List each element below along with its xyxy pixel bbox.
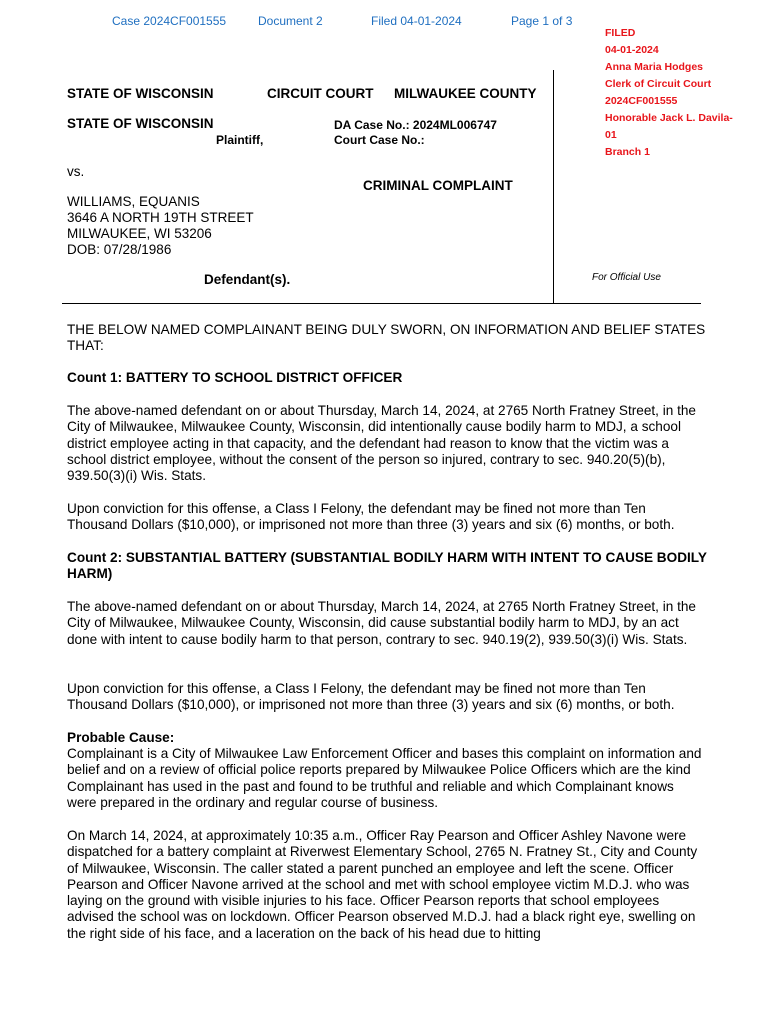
defendant-name: WILLIAMS, EQUANIS: [67, 194, 200, 209]
stamp-line: 2024CF001555: [605, 95, 678, 107]
document-title: CRIMINAL COMPLAINT: [363, 178, 513, 193]
probable-cause-title: Probable Cause:: [67, 730, 175, 745]
plaintiff-name: STATE OF WISCONSIN: [67, 116, 214, 131]
caption-vertical-rule: [553, 70, 554, 303]
official-use-label: For Official Use: [592, 272, 661, 283]
defendant-address-line2: MILWAUKEE, WI 53206: [67, 226, 212, 241]
caption-county: MILWAUKEE COUNTY: [394, 86, 537, 101]
probable-cause-text: Complainant is a City of Milwaukee Law Enforcement Officer and bases this complaint on information and belief and on a review of official police reports prepared by Milwaukee Police Officers which are the kind Complainant has used in the past and found to be truthful and reliable and which Complainant knows were prepared in the ordinary and regular course of business.: [67, 746, 702, 810]
defendant-label: Defendant(s).: [204, 272, 291, 287]
count2-penalty: Upon conviction for this offense, a Class I Felony, the defendant may be fined not more than Ten Thousand Dollars ($10,000), or imprisoned not more than three (3) years and six (6) months, or both.: [67, 681, 675, 713]
count1-penalty: Upon conviction for this offense, a Class I Felony, the defendant may be fined not more than Ten Thousand Dollars ($10,000), or imprisoned not more than three (3) years and six (6) months, or both.: [67, 501, 675, 533]
caption-state: STATE OF WISCONSIN: [67, 86, 214, 101]
count2-text: The above-named defendant on or about Thursday, March 14, 2024, at 2765 North Fratney Street, in the City of Milwaukee, Milwaukee County, Wisconsin, did cause substantial bodily harm to MDJ, by an act done with intent to cause bodily harm to that person, contrary to sec. 940.19(2), 939.50(3)(i) Wis. Stats.: [67, 599, 696, 647]
caption-court: CIRCUIT COURT: [267, 86, 374, 101]
stamp-line: Branch 1: [605, 146, 650, 158]
stamp-line: FILED: [605, 27, 636, 39]
filed-stamp: [605, 25, 733, 161]
count1-title: Count 1: BATTERY TO SCHOOL DISTRICT OFFICER: [67, 370, 403, 385]
document-number-header: Document 2: [258, 14, 323, 28]
caption-horizontal-rule: [62, 303, 701, 304]
count2-title: Count 2: SUBSTANTIAL BATTERY (SUBSTANTIAL BODILY HARM WITH INTENT TO CAUSE BODILY HARM): [67, 550, 707, 582]
court-case-number: Court Case No.:: [334, 133, 425, 147]
narrative-paragraph: On March 14, 2024, at approximately 10:35 a.m., Officer Ray Pearson and Officer Ashley Navone were dispatched for a battery complaint at Riverwest Elementary School, 2765 N. Fratney St., City and County of Milwaukee, Wisconsin. The caller stated a parent punched an employee and left the scene. Officer Pearson and Officer Navone arrived at the school and met with school employee victim M.D.J. who was laying on the ground with visible injuries to his face. Officer Pearson reports that school employees advised the school was on lockdown. Officer Pearson observed M.D.J. had a black right eye, swelling on the right side of his face, and a laceration on the back of his head due to hitting: [67, 828, 698, 941]
case-number-header: Case 2024CF001555: [112, 14, 227, 28]
stamp-line: Anna Maria Hodges: [605, 61, 704, 73]
stamp-line: Clerk of Circuit Court: [605, 78, 712, 90]
defendant-address-line1: 3646 A NORTH 19TH STREET: [67, 210, 254, 225]
plaintiff-label: Plaintiff,: [216, 133, 264, 147]
page-number-header: Page 1 of 3: [511, 14, 573, 28]
stamp-line: Honorable Jack L. Davila-: [605, 112, 733, 124]
da-case-number: DA Case No.: 2024ML006747: [334, 118, 497, 132]
stamp-line: 01: [605, 129, 617, 141]
count1-text: The above-named defendant on or about Thursday, March 14, 2024, at 2765 North Fratney Street, in the City of Milwaukee, Milwaukee County, Wisconsin, did intentionally cause bodily harm to MDJ, a school district employee acting in that capacity, and the defendant had reason to know that the victim was a school district employee, without the consent of the person so injured, contrary to sec. 940.20(5)(b), 939.50(3)(i) Wis. Stats.: [67, 403, 696, 484]
stamp-line: 04-01-2024: [605, 44, 659, 56]
intro-paragraph: THE BELOW NAMED COMPLAINANT BEING DULY SWORN, ON INFORMATION AND BELIEF STATES THAT:: [67, 322, 706, 354]
versus-label: vs.: [67, 164, 85, 179]
defendant-dob: DOB: 07/28/1986: [67, 242, 172, 257]
filed-date-header: Filed 04-01-2024: [371, 14, 462, 28]
